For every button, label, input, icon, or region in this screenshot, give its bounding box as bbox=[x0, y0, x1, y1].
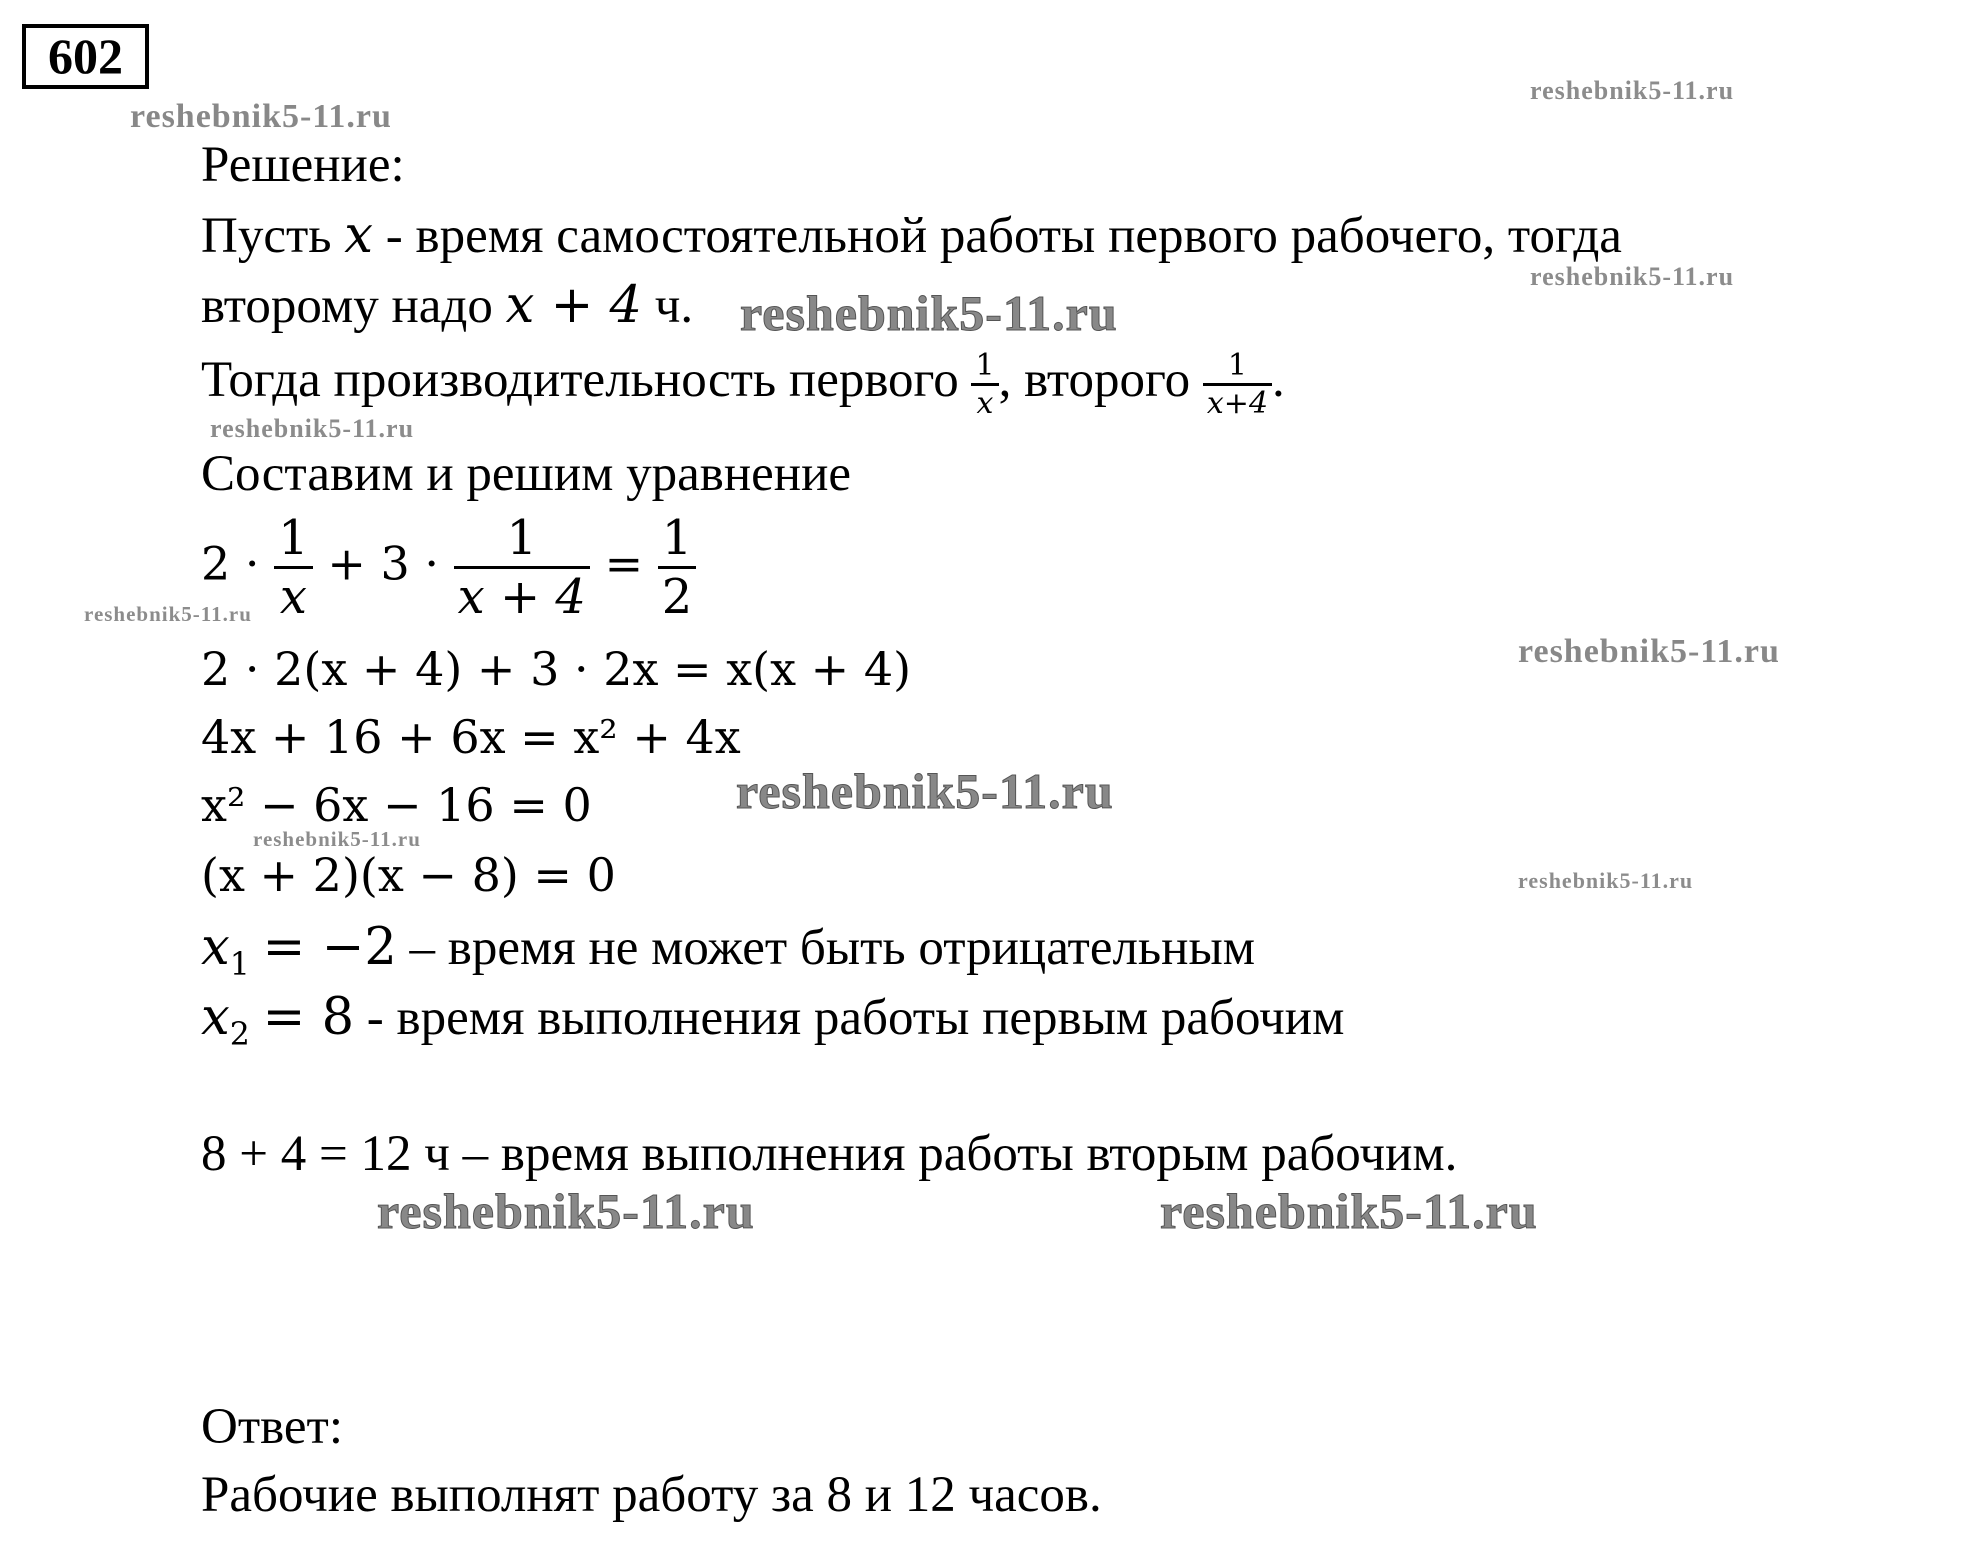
eq1-fraction-1 bbox=[274, 510, 313, 625]
watermark: reshebnik5-11.ru bbox=[740, 285, 1118, 341]
root-2-sub: 2 bbox=[229, 1017, 250, 1054]
root-2-line bbox=[201, 988, 1344, 1053]
answer-text: Рабочие выполнят работу за 8 и 12 часов. bbox=[201, 1467, 1102, 1523]
intro-text-end: - время самостоятельной работы первого рабочего, тогда bbox=[385, 208, 1622, 264]
fraction-numerator: 1 bbox=[1227, 348, 1248, 383]
eq1-fraction-2 bbox=[454, 510, 590, 625]
productivity-second-fraction bbox=[1203, 348, 1272, 421]
root-1-text: – время не может быть отрицательным bbox=[409, 920, 1255, 976]
problem-number-badge: 602 bbox=[22, 24, 149, 89]
second-worker-line bbox=[201, 276, 693, 335]
productivity-text-mid: , второго bbox=[998, 352, 1191, 409]
productivity-text-end: . bbox=[1272, 352, 1285, 409]
productivity-text-start: Тогда производительность первого bbox=[201, 352, 959, 409]
equation-4: x² − 6x − 16 = 0 bbox=[201, 778, 592, 832]
equation-5: (x + 2)(x − 8) = 0 bbox=[201, 848, 616, 902]
watermark: reshebnik5-11.ru bbox=[1530, 262, 1735, 291]
watermark: reshebnik5-11.ru bbox=[736, 763, 1114, 819]
intro-text-start: Пусть bbox=[201, 208, 332, 264]
eq1-middle: + 3 · bbox=[327, 536, 439, 591]
fraction-numerator: 1 bbox=[506, 510, 538, 566]
fraction-denominator: x+4 bbox=[1206, 386, 1269, 421]
compose-line: Составим и решим уравнение bbox=[201, 446, 852, 502]
fraction-numerator: 1 bbox=[661, 510, 693, 566]
watermark: reshebnik5-11.ru bbox=[253, 827, 421, 851]
root-1-var: x bbox=[201, 918, 230, 977]
fraction-denominator: 2 bbox=[661, 569, 693, 625]
watermark: reshebnik5-11.ru bbox=[84, 602, 252, 626]
watermark: reshebnik5-11.ru bbox=[1518, 633, 1780, 670]
watermark: reshebnik5-11.ru bbox=[1160, 1183, 1538, 1239]
root-1-value: = −2 bbox=[262, 918, 397, 977]
equation-2: 2 · 2(x + 4) + 3 · 2x = x(x + 4) bbox=[201, 642, 912, 696]
second-expression: x + 4 bbox=[505, 276, 642, 335]
eq1-coefficient: 2 · bbox=[201, 536, 260, 591]
root-1-sub: 1 bbox=[229, 947, 250, 984]
second-worker-time-line: 8 + 4 = 12 ч – время выполнения работы вторым рабочим. bbox=[201, 1126, 1458, 1182]
watermark: reshebnik5-11.ru bbox=[130, 98, 392, 135]
fraction-denominator: x bbox=[279, 569, 307, 625]
fraction-numerator: 1 bbox=[975, 348, 995, 383]
root-2-value: = 8 bbox=[262, 988, 355, 1047]
solution-heading: Решение: bbox=[201, 137, 405, 193]
watermark: reshebnik5-11.ru bbox=[377, 1183, 755, 1239]
productivity-line bbox=[201, 348, 1285, 421]
root-2-var: x bbox=[201, 988, 230, 1047]
equation-1 bbox=[201, 510, 696, 625]
intro-line bbox=[201, 206, 1622, 265]
second-text-start: второму надо bbox=[201, 278, 493, 334]
variable-x: x bbox=[344, 206, 374, 265]
equation-3: 4x + 16 + 6x = x² + 4x bbox=[201, 710, 741, 764]
watermark: reshebnik5-11.ru bbox=[1530, 76, 1735, 105]
answer-heading: Ответ: bbox=[201, 1399, 343, 1455]
fraction-denominator: x + 4 bbox=[457, 569, 586, 625]
eq1-equals: = bbox=[604, 536, 644, 591]
root-1-line bbox=[201, 918, 1255, 983]
fraction-numerator: 1 bbox=[278, 510, 309, 566]
productivity-first-fraction bbox=[971, 348, 998, 421]
eq1-fraction-3 bbox=[658, 510, 697, 625]
watermark: reshebnik5-11.ru bbox=[210, 414, 415, 443]
watermark: reshebnik5-11.ru bbox=[1518, 868, 1694, 893]
root-2-text: - время выполнения работы первым рабочим bbox=[366, 990, 1345, 1046]
fraction-denominator: x bbox=[976, 386, 994, 421]
second-text-end: ч. bbox=[654, 278, 694, 334]
